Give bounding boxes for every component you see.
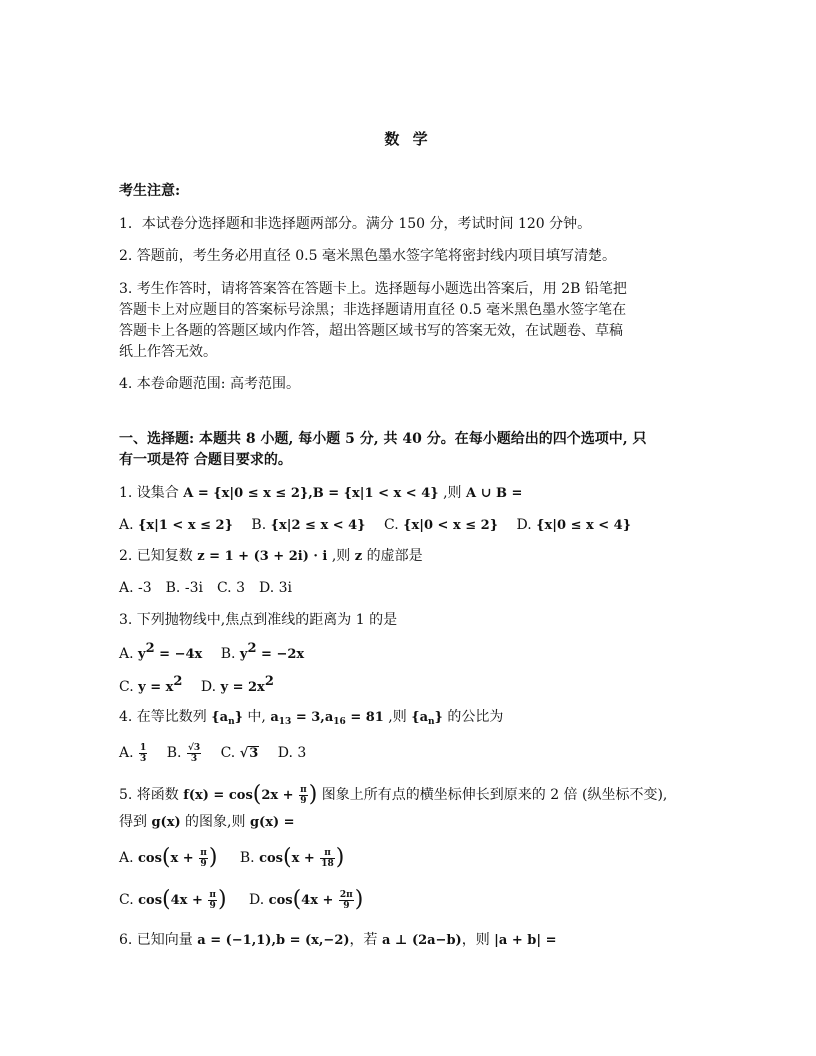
question-4 (119, 706, 503, 729)
q5-option-c-inner: 4x + (170, 893, 208, 908)
q5-option-c-paren-close: ) (217, 887, 227, 912)
q5-option-a-label: A. (119, 850, 139, 866)
q5-option-c-cos: cos (138, 893, 163, 908)
q3-option-b-y: y (239, 647, 248, 662)
q4-option-c-label: C. (220, 745, 240, 761)
q5-frac-den: 9 (300, 795, 307, 806)
q4-term-a-sub: 13 (278, 717, 292, 727)
q4-option-a-frac (139, 743, 147, 764)
q5-inner: 2x + (261, 788, 299, 803)
q1-option-a (119, 514, 233, 537)
q5-line2-a: 得到 (119, 814, 152, 830)
q5-option-d-num: 2π (339, 889, 353, 900)
question-5-line-2 (119, 811, 295, 834)
q5-option-b-cos: cos (259, 851, 283, 866)
q1-prefix: 1. 设集合 (119, 485, 184, 501)
question-5-options-ab (119, 847, 358, 870)
q4-option-a (119, 742, 148, 764)
q2-var: z (354, 549, 363, 564)
q4-option-c-sqrt: √3 (239, 746, 259, 761)
q3-option-a-rhs: = −4x (154, 647, 203, 662)
question-5-options-cd (119, 889, 377, 912)
notice-item-3-cont-1: 答题卡上对应题目的答案标号涂黑；非选择题请用直径 0.5 毫米黑色墨水签字笔在 (119, 302, 627, 318)
question-3: 3. 下列抛物线中,焦点到准线的距离为 1 的是 (119, 612, 398, 628)
q1-mid: ,则 (438, 485, 466, 501)
q3-option-c-expr: y = x (138, 680, 174, 695)
q5-option-d-label: D. (249, 892, 269, 908)
q5-option-d-inner: 4x + (301, 893, 338, 908)
q5-option-c-label: C. (119, 892, 139, 908)
q4-option-b-num: √3 (187, 742, 201, 753)
q4-term-b: = 3,a (291, 710, 334, 725)
q4-prefix: 4. 在等比数列 (119, 709, 212, 725)
q6-expr3: |a + b| = (494, 933, 557, 948)
q5-option-a-cos: cos (138, 851, 162, 866)
q5-option-b-num: π (320, 848, 335, 859)
q4-option-b-label: B. (166, 745, 186, 761)
q5-gx: g(x) (151, 815, 181, 830)
q3-option-d (201, 676, 274, 699)
q5-option-d-paren-close: ) (354, 887, 364, 912)
q6-prefix: 6. 已知向量 (119, 932, 198, 948)
question-4-options (119, 742, 320, 765)
q5-option-b-frac (320, 848, 335, 869)
q3-option-b (221, 643, 304, 666)
q5-option-d (249, 889, 363, 912)
question-1-options (119, 514, 645, 537)
q4-seq2-open: {a (411, 710, 428, 725)
q4-option-c-radicand: 3 (249, 746, 259, 761)
notice-item-3: 3. 考生作答时，请将答案答在答题卡上。选择题每小题选出答案后，用 2B 铅笔把 (119, 281, 627, 297)
q3-option-a-y: y (138, 647, 146, 662)
q4-option-a-label: A. (119, 745, 139, 761)
q5-option-b-paren-close: ) (335, 845, 345, 870)
q3-option-a-exp: 2 (145, 641, 155, 656)
q5-option-b-paren-open: ( (282, 845, 292, 870)
question-1 (119, 482, 522, 505)
q1-option-a-text: {x|1 < x ≤ 2} (138, 518, 233, 533)
q5-paren-open: ( (252, 782, 262, 807)
q5-option-d-frac (339, 890, 354, 911)
question-5-line-1 (119, 784, 667, 807)
q3-option-d-label: D. (200, 679, 221, 695)
q4-option-a-num: 1 (140, 742, 147, 753)
q5-option-d-den: 9 (343, 900, 350, 911)
q3-option-d-exp: 2 (264, 674, 274, 689)
q5-option-a-paren-close: ) (208, 845, 218, 870)
q3-option-b-rhs: = −2x (256, 647, 305, 662)
q6-mid2: ，则 (461, 932, 495, 948)
question-6 (119, 929, 557, 952)
q6-mid: ，若 (349, 932, 382, 948)
q5-option-c (119, 889, 227, 912)
q4-mid2: ,则 (383, 709, 412, 725)
q1-option-b-text: {x|2 ≤ x < 4} (270, 518, 366, 533)
q4-option-d: D. 3 (277, 745, 307, 761)
q4-seq (211, 710, 243, 725)
q3-option-b-label: B. (220, 646, 240, 662)
q5-option-a-den: 9 (200, 858, 207, 869)
q4-option-c (221, 742, 260, 765)
q1-option-c (384, 514, 498, 537)
q3-option-c (119, 676, 182, 699)
notice-item-3-cont-2: 答题卡上各题的答题区域内作答，超出答题区域书写的答案无效，在试题卷、草稿 (119, 323, 623, 339)
q1-option-a-label: A. (119, 517, 139, 533)
page-title: 数 学 (384, 130, 432, 148)
question-3-options-cd (119, 676, 288, 699)
question-2-options: A. -3 B. -3i C. 3 D. 3i (119, 580, 292, 596)
q5-gx2: g(x) = (249, 815, 295, 830)
q6-expr: a = (−1,1),b = (x,−2) (197, 933, 350, 948)
q3-option-a (119, 643, 202, 666)
q1-option-d (517, 514, 632, 537)
q5-option-b-den: 18 (321, 858, 334, 869)
notice-item-2: 2. 答题前，考生务必用直径 0.5 毫米黑色墨水签字笔将密封线内项目填写清楚。 (119, 248, 616, 264)
q5-option-b (240, 847, 345, 870)
q5-option-a-paren-open: ( (161, 845, 171, 870)
q4-seq-sub: n (228, 717, 235, 727)
q4-term-a: a (270, 710, 279, 725)
q5-suffix: 图象上所有点的横坐标伸长到原来的 2 倍 (纵坐标不变), (317, 787, 668, 803)
q5-option-a-frac (199, 848, 208, 869)
notice-item-3-cont-3: 纸上作答无效。 (119, 344, 217, 360)
q1-expr: A = {x|0 ≤ x ≤ 2},B = {x|1 < x < 4} (183, 486, 439, 501)
q5-option-b-inner: x + (291, 851, 320, 866)
q5-option-b-label: B. (239, 850, 260, 866)
notice-heading: 考生注意: (119, 183, 181, 199)
q5-option-d-cos: cos (268, 893, 293, 908)
q4-option-b (167, 742, 202, 764)
q5-fx: f(x) = cos (183, 788, 253, 803)
q3-option-c-exp: 2 (173, 674, 183, 689)
q4-seq-2 (411, 710, 443, 725)
section-heading-line-2: 有一项是符 合题目要求的。 (119, 452, 292, 468)
q2-prefix: 2. 已知复数 (119, 548, 198, 564)
q5-frac (299, 785, 308, 806)
q4-mid: 中, (242, 709, 271, 725)
q2-expr: z = 1 + (3 + 2i) · i (197, 549, 328, 564)
notice-item-4: 4. 本卷命题范围: 高考范围。 (119, 376, 300, 392)
q4-seq-close: } (234, 710, 243, 725)
q5-option-d-paren-open: ( (292, 887, 302, 912)
section-heading-line-1: 一、选择题: 本题共 8 小题, 每小题 5 分, 共 40 分。在每小题给出的四个选项中, 只 (119, 431, 647, 447)
q5-prefix: 5. 将函数 (119, 787, 184, 803)
q4-seq2-sub: n (428, 717, 435, 727)
q4-term-b-sub: 16 (333, 717, 346, 727)
q5-paren-close: ) (308, 782, 318, 807)
q3-option-b-exp: 2 (247, 641, 257, 656)
q1-option-c-text: {x|0 < x ≤ 2} (403, 518, 499, 533)
q1-option-b-label: B. (251, 517, 271, 533)
q3-option-a-label: A. (119, 646, 139, 662)
q4-term-b-val: = 81 (345, 710, 384, 725)
q2-suffix: 的虚部是 (362, 548, 423, 564)
q6-expr2: a ⊥ (2a−b) (381, 933, 462, 948)
q1-option-d-label: D. (516, 517, 537, 533)
q5-option-c-frac (208, 890, 217, 911)
q5-option-a-num: π (200, 847, 207, 858)
q5-frac-num: π (300, 784, 307, 795)
q5-option-c-paren-open: ( (162, 887, 171, 912)
q1-option-c-label: C. (384, 517, 404, 533)
q1-option-d-text: {x|0 ≤ x < 4} (536, 518, 632, 533)
question-2 (119, 545, 423, 568)
notice-item-1: 1．本试卷分选择题和非选择题两部分。满分 150 分，考试时间 120 分钟。 (119, 216, 592, 232)
q4-suffix: 的公比为 (442, 709, 504, 725)
q1-expr2: A ∪ B = (465, 486, 523, 501)
question-3-options-ab (119, 643, 318, 666)
q1-option-b (251, 514, 365, 537)
q4-terms (270, 710, 384, 725)
q3-option-d-expr: y = 2x (220, 680, 265, 695)
q4-option-b-frac (187, 743, 201, 764)
q5-option-a (119, 847, 217, 870)
q4-seq2-close: } (434, 710, 443, 725)
q4-option-b-den: 3 (190, 753, 198, 764)
q5-option-a-inner: x + (170, 851, 199, 866)
q2-mid: ,则 (327, 548, 355, 564)
q5-line2-b: 的图象,则 (180, 814, 250, 830)
q4-seq-open: {a (211, 710, 229, 725)
q5-option-c-num: π (209, 889, 216, 900)
q5-option-c-den: 9 (209, 900, 216, 911)
q3-option-c-label: C. (119, 679, 139, 695)
q4-option-a-den: 3 (140, 753, 147, 764)
